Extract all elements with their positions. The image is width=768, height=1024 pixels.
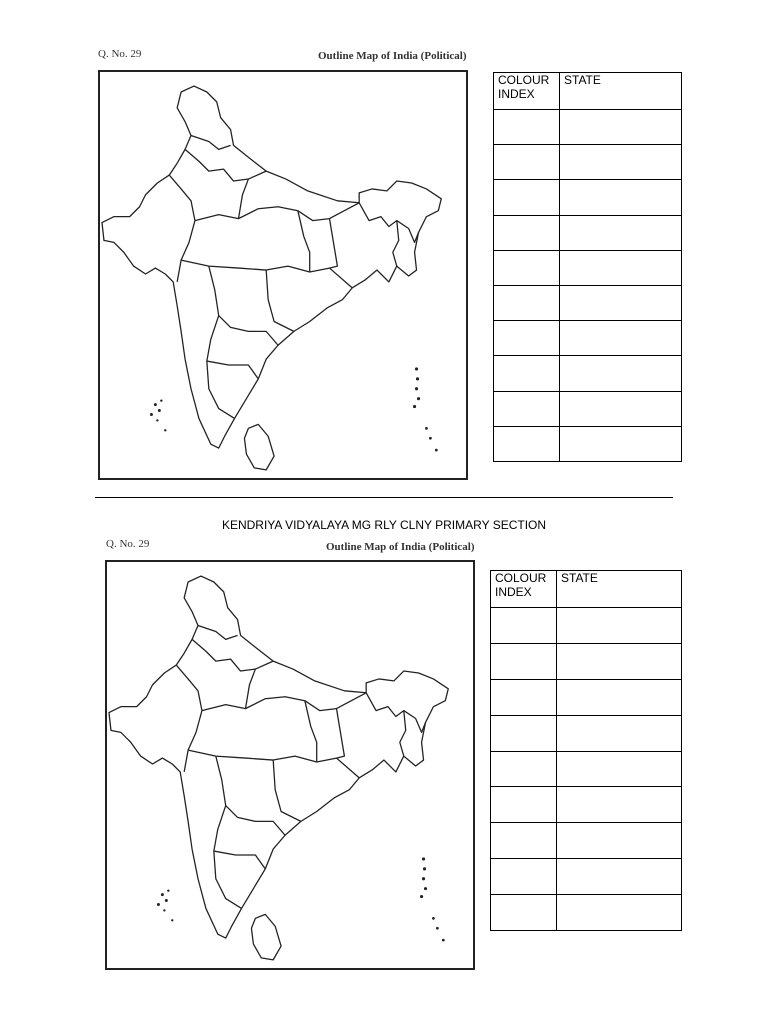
colour-cell	[491, 715, 557, 751]
colour-index-table-1	[493, 72, 682, 462]
state-cell	[560, 321, 682, 356]
state-cell	[557, 787, 682, 823]
colour-cell	[491, 679, 557, 715]
table-row	[491, 823, 682, 859]
colour-index-header: COLOUR INDEX	[494, 73, 560, 110]
table-row	[494, 321, 682, 356]
colour-cell	[491, 895, 557, 931]
state-cell	[560, 180, 682, 215]
question-number-1: Q. No. 29	[98, 48, 142, 60]
table-body-2	[491, 608, 682, 931]
table-row	[494, 285, 682, 320]
colour-cell	[491, 751, 557, 787]
state-cell	[557, 751, 682, 787]
map-title-1: Outline Map of India (Political)	[318, 50, 467, 62]
state-cell	[560, 250, 682, 285]
colour-cell	[491, 823, 557, 859]
colour-cell	[491, 787, 557, 823]
table-row	[494, 215, 682, 250]
state-cell	[560, 356, 682, 391]
table-body-1	[494, 110, 682, 462]
table-row	[491, 715, 682, 751]
india-outline-map-icon	[100, 72, 466, 478]
table-row	[494, 145, 682, 180]
school-heading: KENDRIYA VIDYALAYA MG RLY CLNY PRIMARY SECTION	[221, 518, 547, 532]
colour-cell	[494, 215, 560, 250]
colour-cell	[494, 391, 560, 426]
table-row	[491, 859, 682, 895]
colour-cell	[494, 356, 560, 391]
map-title-2: Outline Map of India (Political)	[326, 541, 475, 553]
state-cell	[557, 859, 682, 895]
colour-cell	[494, 145, 560, 180]
state-cell	[557, 823, 682, 859]
state-cell	[560, 145, 682, 180]
colour-cell	[494, 110, 560, 145]
colour-cell	[494, 285, 560, 320]
colour-cell	[494, 250, 560, 285]
state-cell	[557, 679, 682, 715]
table-row	[494, 110, 682, 145]
state-cell	[560, 285, 682, 320]
state-cell	[557, 895, 682, 931]
colour-cell	[491, 643, 557, 679]
state-cell	[557, 643, 682, 679]
state-header: STATE	[557, 571, 682, 608]
colour-cell	[491, 608, 557, 644]
table-row	[494, 391, 682, 426]
state-header: STATE	[560, 73, 682, 110]
state-cell	[560, 391, 682, 426]
table-row	[494, 250, 682, 285]
colour-cell	[494, 321, 560, 356]
india-map-1	[98, 70, 468, 480]
question-number-2: Q. No. 29	[106, 538, 150, 550]
state-cell	[557, 715, 682, 751]
table-row	[491, 679, 682, 715]
state-cell	[560, 215, 682, 250]
table-row	[491, 643, 682, 679]
table-row	[491, 608, 682, 644]
colour-cell	[494, 180, 560, 215]
table-row	[491, 751, 682, 787]
state-cell	[557, 608, 682, 644]
colour-index-header: COLOUR INDEX	[491, 571, 557, 608]
colour-cell	[491, 859, 557, 895]
table-row	[491, 787, 682, 823]
india-outline-map-icon	[107, 562, 473, 968]
table-row	[491, 895, 682, 931]
state-cell	[560, 110, 682, 145]
india-map-2	[105, 560, 475, 970]
colour-index-table-2	[490, 570, 682, 931]
colour-cell	[494, 426, 560, 461]
table-row	[494, 180, 682, 215]
table-row	[494, 356, 682, 391]
state-cell	[560, 426, 682, 461]
table-row	[494, 426, 682, 461]
cut-line-divider	[95, 497, 673, 498]
